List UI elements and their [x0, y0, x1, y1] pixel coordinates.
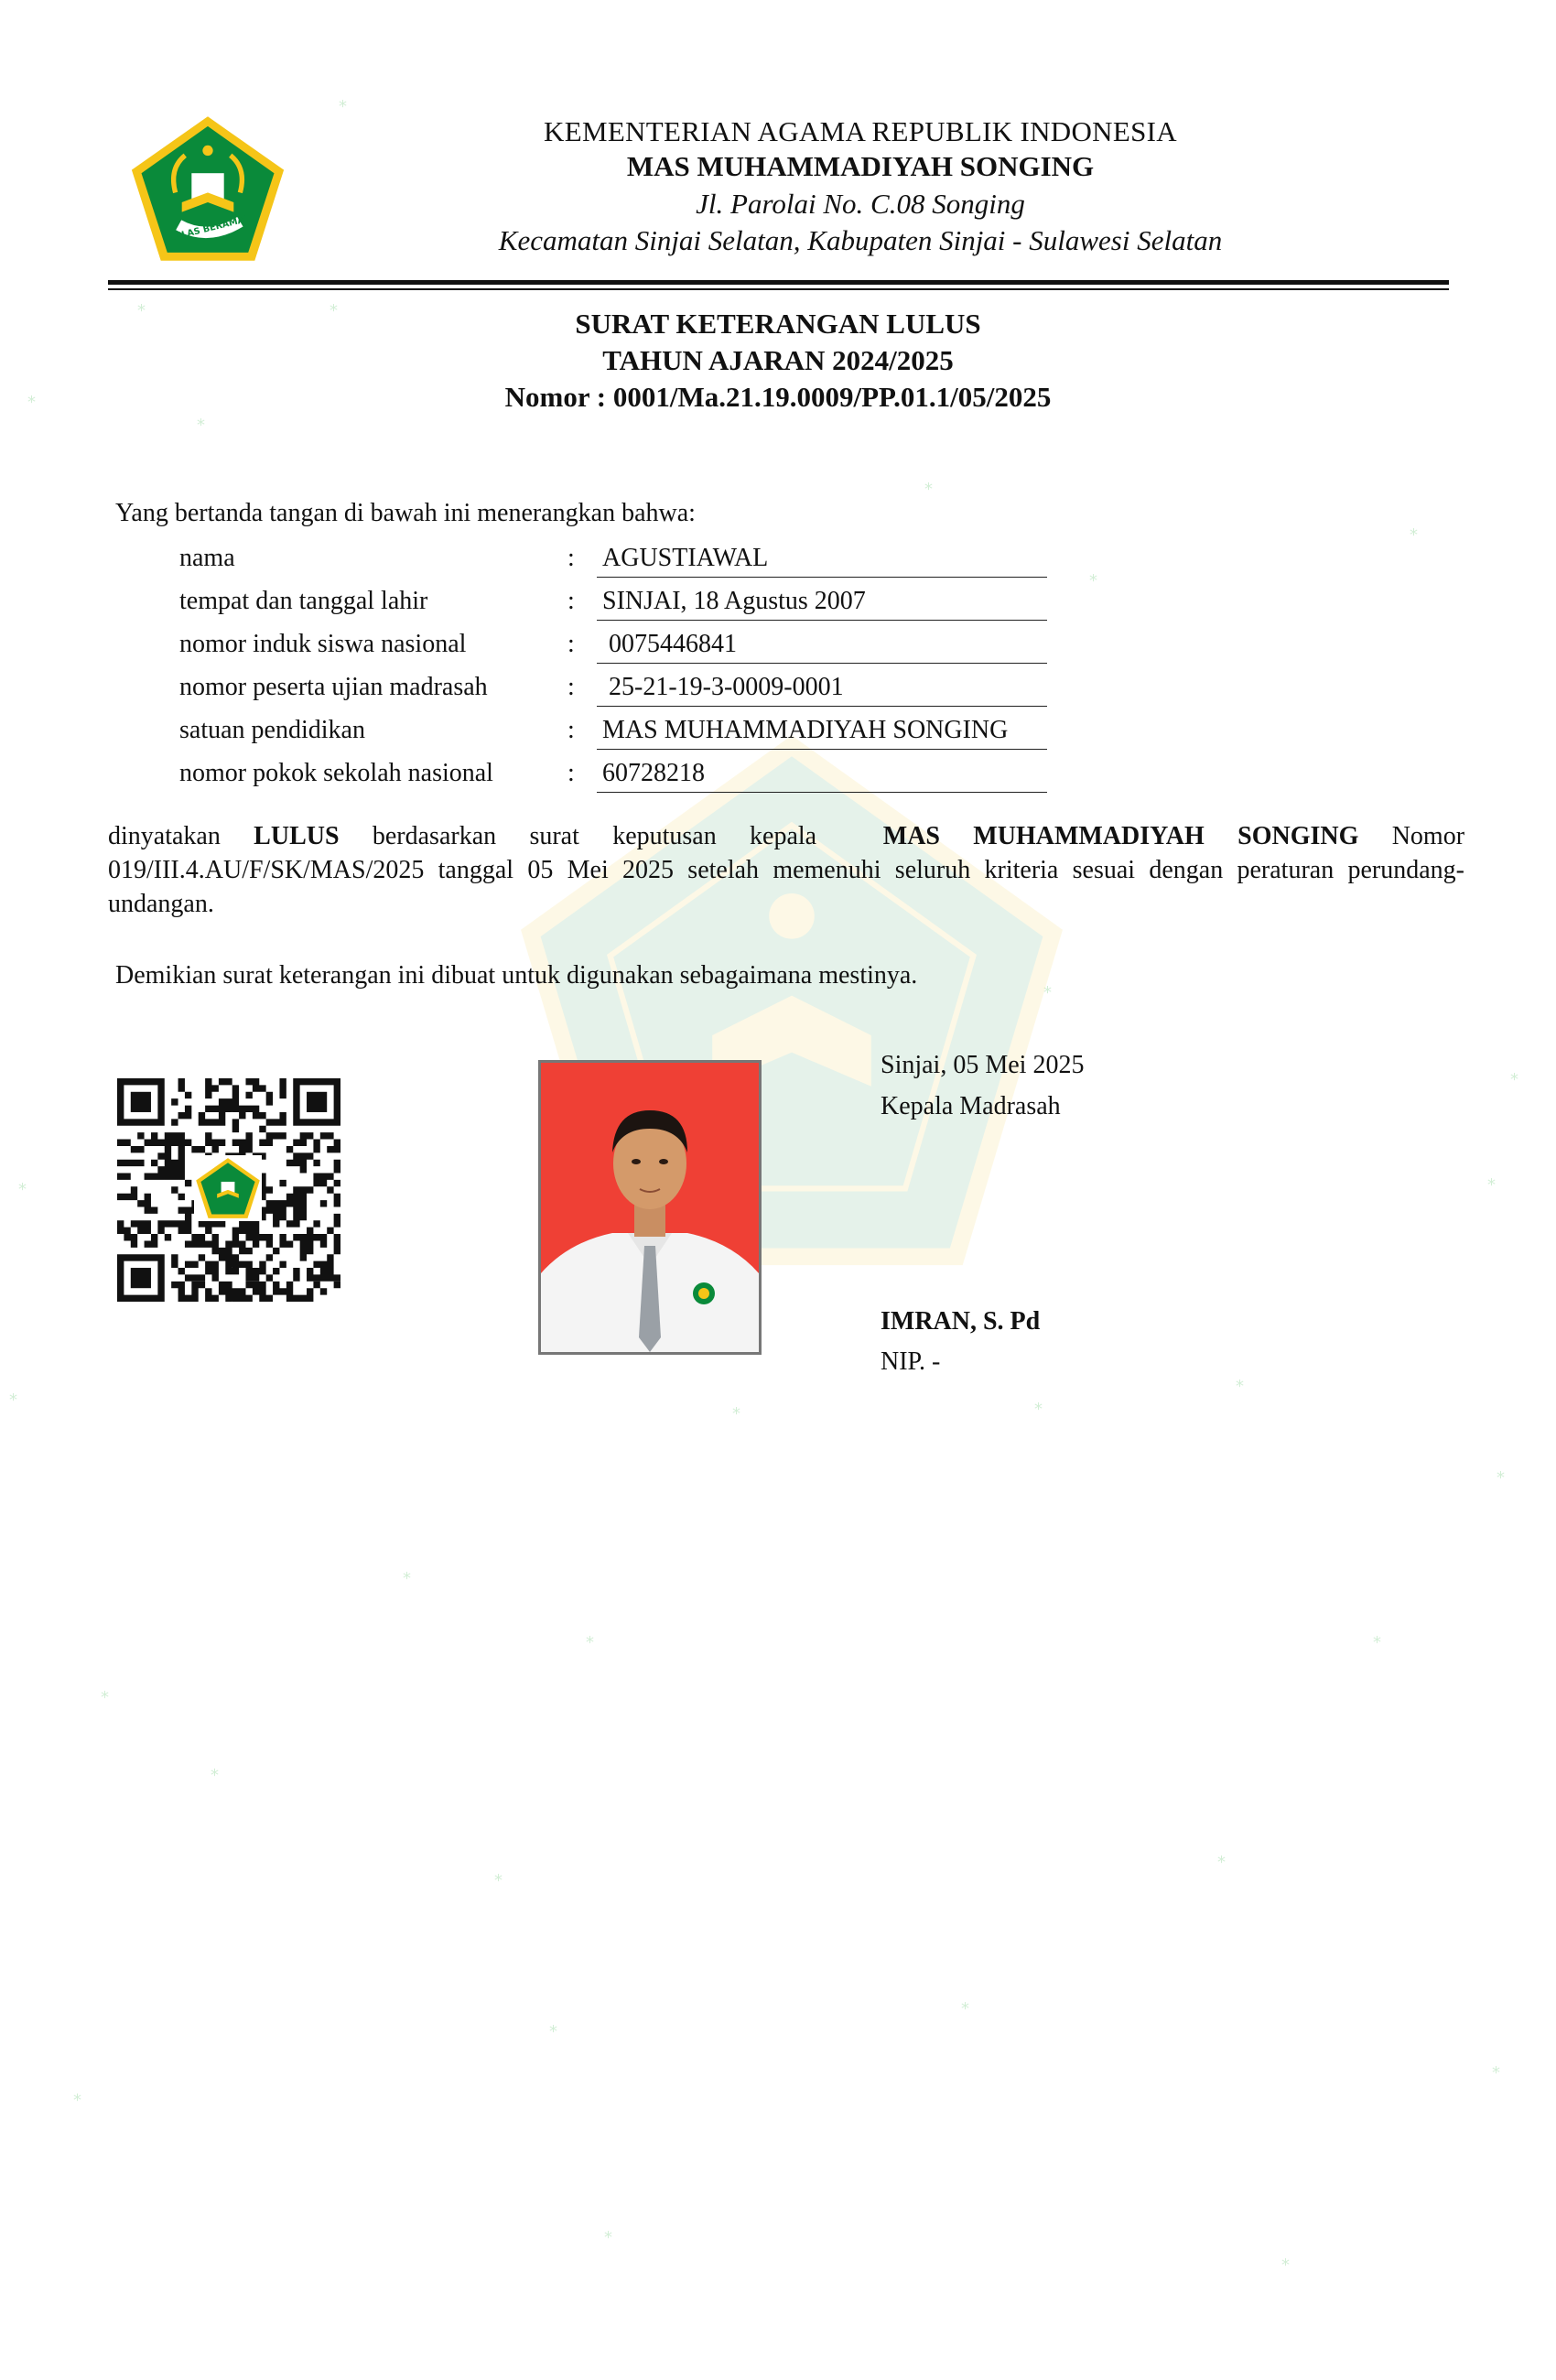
document-number: Nomor : 0001/Ma.21.19.0009/PP.01.1/05/2025: [504, 381, 1052, 413]
intro-text: Yang bertanda tangan di bawah ini menerangkan bahwa:: [115, 499, 696, 527]
header-ministry: KEMENTERIAN AGAMA REPUBLIK INDONESIA: [544, 115, 1177, 147]
statement-text: dinyatakan: [108, 822, 221, 850]
svg-text:*: *: [1373, 1633, 1381, 1652]
statement-text: berdasarkan surat keputusan kepala: [372, 822, 817, 850]
header-address: Jl. Parolai No. C.08 Songing: [696, 188, 1025, 220]
svg-text:*: *: [961, 1999, 969, 2018]
field-row: [0, 759, 1556, 801]
field-row: [0, 673, 1556, 715]
header-school-name: MAS MUHAMMADIYAH SONGING: [626, 150, 1095, 182]
field-value: 60728218: [597, 759, 1047, 793]
field-row: [0, 544, 1556, 586]
svg-text:*: *: [1492, 2063, 1500, 2082]
svg-text:*: *: [1236, 1377, 1244, 1396]
signature-place-date: Sinjai, 05 Mei 2025: [881, 1051, 1085, 1079]
statement-text: Nomor 019/III.4.AU/F/SK/MAS/2025 tanggal 05 Mei 2025 setelah memenuhi seluruh kriteria sesuai dengan peraturan perundang-undangan.: [108, 822, 1465, 918]
svg-text:*: *: [494, 1871, 502, 1890]
field-label: nama: [179, 544, 235, 572]
svg-text:*: *: [73, 2091, 81, 2110]
student-portrait-icon: [541, 1063, 759, 1352]
field-colon: :: [567, 544, 575, 572]
graduation-status: LULUS: [254, 822, 340, 850]
header-divider-thick: [108, 280, 1449, 285]
svg-text:*: *: [137, 301, 146, 320]
svg-text:*: *: [1281, 2256, 1290, 2275]
field-value: SINJAI, 18 Agustus 2007: [597, 587, 1047, 621]
document-academic-year: TAHUN AJARAN 2024/2025: [602, 344, 954, 376]
svg-text:*: *: [924, 480, 933, 499]
svg-text:*: *: [1034, 1400, 1043, 1419]
svg-text:*: *: [211, 1766, 219, 1785]
svg-text:*: *: [732, 1404, 740, 1423]
svg-text:*: *: [1487, 1175, 1496, 1195]
document-title: SURAT KETERANGAN LULUS: [575, 308, 981, 340]
svg-text:*: *: [1089, 571, 1097, 590]
field-label: nomor pokok sekolah nasional: [179, 759, 493, 787]
svg-text:*: *: [197, 416, 205, 435]
qr-center-logo-icon: [194, 1155, 262, 1221]
field-row: [0, 630, 1556, 672]
field-row: [0, 587, 1556, 629]
field-value: MAS MUHAMMADIYAH SONGING: [597, 716, 1047, 750]
field-row: [0, 716, 1556, 758]
signatory-nip: NIP. -: [881, 1347, 941, 1376]
svg-text:*: *: [330, 301, 338, 320]
field-colon: :: [567, 630, 575, 658]
svg-text:*: *: [101, 1688, 109, 1707]
svg-text:*: *: [549, 2022, 557, 2041]
field-value: 25-21-19-3-0009-0001: [597, 673, 1047, 707]
svg-text:*: *: [403, 1569, 411, 1588]
svg-text:*: *: [1217, 1853, 1226, 1872]
field-label: tempat dan tanggal lahir: [179, 587, 428, 615]
field-label: nomor peserta ujian madrasah: [179, 673, 488, 701]
header-divider-thin: [108, 288, 1449, 290]
graduation-statement: [108, 819, 1464, 921]
svg-text:*: *: [1043, 983, 1052, 1002]
field-label: satuan pendidikan: [179, 716, 365, 744]
svg-text:*: *: [1497, 1468, 1505, 1488]
field-colon: :: [567, 759, 575, 787]
field-value: 0075446841: [597, 630, 1047, 664]
student-photo: [538, 1060, 762, 1355]
svg-text:*: *: [586, 1633, 594, 1652]
header-district: Kecamatan Sinjai Selatan, Kabupaten Sinjai - Sulawesi Selatan: [498, 224, 1223, 256]
svg-text:*: *: [9, 1390, 17, 1410]
logo-text: IKHLAS BERAMAL: [163, 213, 252, 245]
svg-text:*: *: [27, 393, 36, 412]
ministry-logo-icon: [126, 112, 289, 265]
field-value: AGUSTIAWAL: [597, 544, 1047, 578]
signature-role: Kepala Madrasah: [881, 1092, 1061, 1120]
signatory-name: IMRAN, S. Pd: [881, 1307, 1041, 1336]
svg-text:*: *: [18, 1180, 27, 1199]
statement-school-name: MAS MUHAMMADIYAH SONGING: [882, 822, 1359, 850]
svg-text:*: *: [1410, 525, 1418, 545]
svg-text:*: *: [339, 97, 347, 116]
closing-text: Demikian surat keterangan ini dibuat untuk digunakan sebagaimana mestinya.: [115, 961, 918, 990]
field-colon: :: [567, 673, 575, 701]
svg-text:*: *: [604, 2228, 612, 2247]
field-colon: :: [567, 716, 575, 744]
field-colon: :: [567, 587, 575, 615]
field-label: nomor induk siswa nasional: [179, 630, 467, 658]
svg-text:*: *: [1510, 1070, 1518, 1089]
